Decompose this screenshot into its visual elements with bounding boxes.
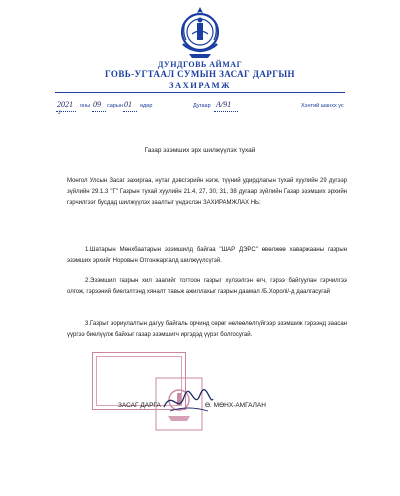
state-emblem-icon (175, 4, 225, 60)
header-divider (55, 92, 345, 93)
handwritten-mark: 2 (58, 110, 61, 116)
decree-title: Газар эзэмших эрх шилжүүлэх тухай (144, 147, 256, 154)
place-label: Хэнтий шанхх ус (301, 103, 344, 109)
office-name: ГОВЬ-УГТААЛ СУМЫН ЗАСАГ ДАРГЫН (105, 69, 295, 79)
province-name: ДУНДГОВЬ АЙМАГ (157, 60, 243, 69)
month-label: сарын (107, 103, 123, 109)
document-type: ЗАХИРАМЖ (168, 80, 232, 90)
year-label: оны (80, 103, 91, 109)
decree-number: А/91 (216, 100, 232, 109)
day-value: 01 (124, 100, 132, 109)
signatory-title: ЗАСАГ ДАРГА (118, 402, 161, 409)
decree-item: 1.Шатарын Мөнхбаатарын эзэмшилд байгаа "ШАР ДЭРС" өвөлжөө хаваржааны газрын эзэмших эрхийг Норовын Отгонжаргалд шилжүүлсүгэй. (67, 247, 347, 264)
day-label: өдөр (140, 103, 153, 109)
decree-preamble: Монгол Улсын Засаг захиргаа, нутаг дэвсгэрийн нэгж, түүний удирдлагын тухай хуулийн 29 дүгээр зүйлийн 29.1.3 "Г" Газрын тухай хуулийн 21.4, 27, 30, 31, 38 дугаар зүйлийн Газар эзэмших эрхийн гэрчилгээг бусдад шилжүүлэх заалтыг үндэслэн ЗАХИРАМЖЛАХ НЬ: (67, 178, 347, 206)
number-label: Дугаар (193, 103, 211, 109)
month-value: 09 (93, 100, 101, 109)
year-value: 2021 (57, 100, 73, 109)
decree-item: 2.Эзэмшил газрын хил заагийг тогтоон газрыг хүлээлгэн өгч, гэрээ байгуулан гэрчилгээ олгож, гэрээний биелэлтэнд хяналт тавьж ажиллахыг газрын даамал /Б.Хоролі/-д даалгасугай (67, 278, 347, 295)
signatory-name: Ө. МӨНХ-АМГАЛАН (205, 402, 266, 409)
decree-item: 3.Газрыг зориулалтын дагуу байгаль орчинд сөрөг нөлөөлөлгүйгээр эзэмшиж гэрээнд заасан үүргээ биелүүлж байхыг газар эзэмшигч иргэдэд үүрэг болгосугай. (67, 321, 347, 338)
signature-icon (160, 385, 216, 417)
